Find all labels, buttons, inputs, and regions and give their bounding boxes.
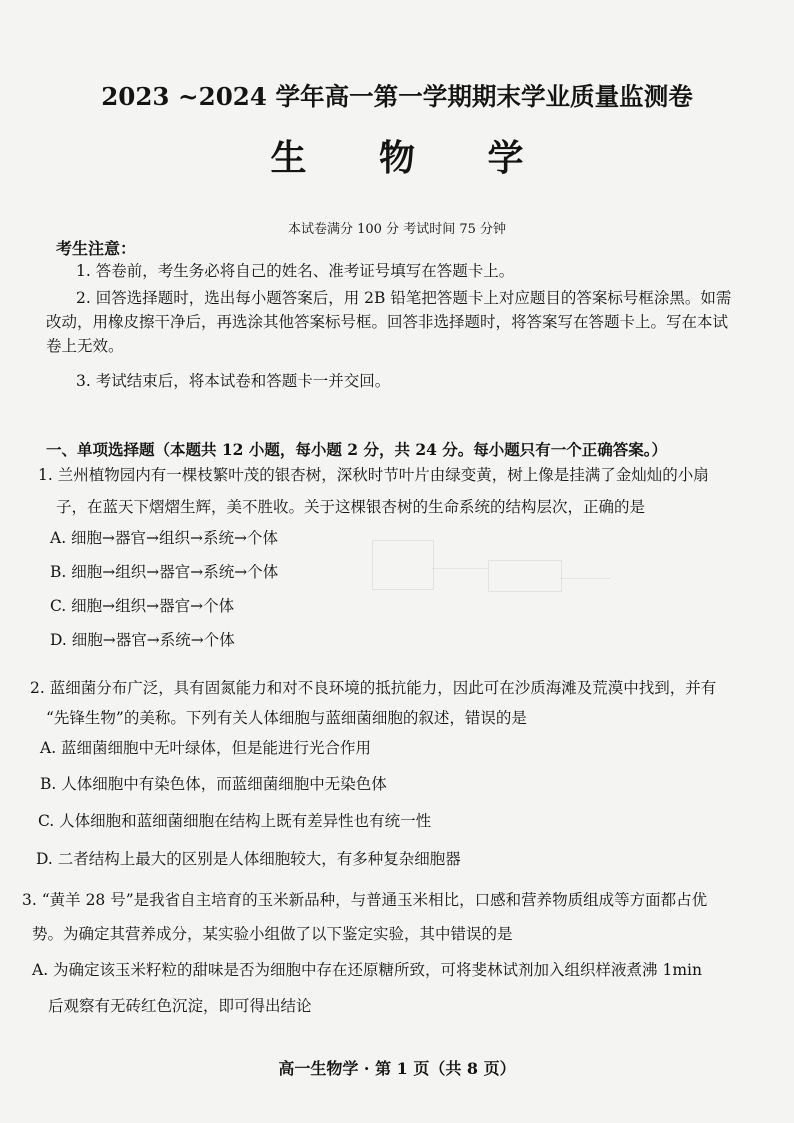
q1-option-c: C. 细胞→组织→器官→个体 <box>50 597 235 615</box>
q3-option-a-line-1: A. 为确定该玉米籽粒的甜味是否为细胞中存在还原糖所致，可将斐林试剂加入组织样液煮沸 1min <box>32 961 702 979</box>
section-heading: 一、单项选择题（本题共 12 小题，每小题 2 分，共 24 分。每小题只有一个正确答案。） <box>46 440 668 459</box>
q3-stem-line-1: 3. “黄羊 28 号”是我省自主培育的玉米新品种，与普通玉米相比，口感和营养物质组成等方面都占优 <box>22 891 708 909</box>
bleed-through-line <box>432 568 488 569</box>
q2-stem-line-1: 2. 蓝细菌分布广泛，具有固氮能力和对不良环境的抵抗能力，因此可在沙质海滩及荒漠中找到，并有 <box>30 679 717 697</box>
q1-stem-line-1: 1. 兰州植物园内有一棵枝繁叶茂的银杏树，深秋时节叶片由绿变黄，树上像是挂满了金灿灿的小扇 <box>38 466 709 484</box>
exam-title: 2023 ~2024 学年高一第一学期期末学业质量监测卷 <box>101 82 693 111</box>
q1-option-b: B. 细胞→组织→器官→系统→个体 <box>50 563 279 581</box>
bleed-through-box <box>488 560 562 592</box>
notice-heading: 考生注意： <box>56 239 137 258</box>
bleed-through-line <box>560 578 610 579</box>
notice-line-3: 改动，用橡皮擦干净后，再选涂其他答案标号框。回答非选择题时，将答案写在答题卡上。写在本试 <box>46 313 729 331</box>
page-footer: 高一生物学 · 第 1 页（共 8 页） <box>278 1059 516 1078</box>
q2-option-b: B. 人体细胞中有染色体，而蓝细菌细胞中无染色体 <box>40 775 387 793</box>
q1-option-a: A. 细胞→器官→组织→系统→个体 <box>50 529 278 547</box>
q2-option-c: C. 人体细胞和蓝细菌细胞在结构上既有差异性也有统一性 <box>38 812 432 830</box>
bleed-through-box <box>372 540 434 590</box>
notice-line-2: 2. 回答选择题时，选出每小题答案后，用 2B 铅笔把答题卡上对应题目的答案标号框涂黑。如需 <box>76 289 732 307</box>
notice-line-5: 3. 考试结束后，将本试卷和答题卡一并交回。 <box>76 372 391 390</box>
q2-stem-line-2: “先锋生物”的美称。下列有关人体细胞与蓝细菌细胞的叙述，错误的是 <box>46 709 527 727</box>
q1-option-d: D. 细胞→器官→系统→个体 <box>50 631 235 649</box>
notice-line-4: 卷上无效。 <box>46 337 124 355</box>
q2-option-a: A. 蓝细菌细胞中无叶绿体，但是能进行光合作用 <box>40 739 372 757</box>
notice-line-1: 1. 答卷前，考生务必将自己的姓名、准考证号填写在答题卡上。 <box>76 262 515 280</box>
q2-option-d: D. 二者结构上最大的区别是人体细胞较大，有多种复杂细胞器 <box>36 850 461 868</box>
exam-info: 本试卷满分 100 分 考试时间 75 分钟 <box>287 222 507 237</box>
q3-option-a-line-2: 后观察有无砖红色沉淀，即可得出结论 <box>48 997 312 1015</box>
subject-title: 生 物 学 <box>270 137 554 179</box>
q3-stem-line-2: 势。为确定其营养成分，某实验小组做了以下鉴定实验，其中错误的是 <box>32 925 513 943</box>
q1-stem-line-2: 子，在蓝天下熠熠生辉，美不胜收。关于这棵银杏树的生命系统的结构层次，正确的是 <box>56 498 646 516</box>
